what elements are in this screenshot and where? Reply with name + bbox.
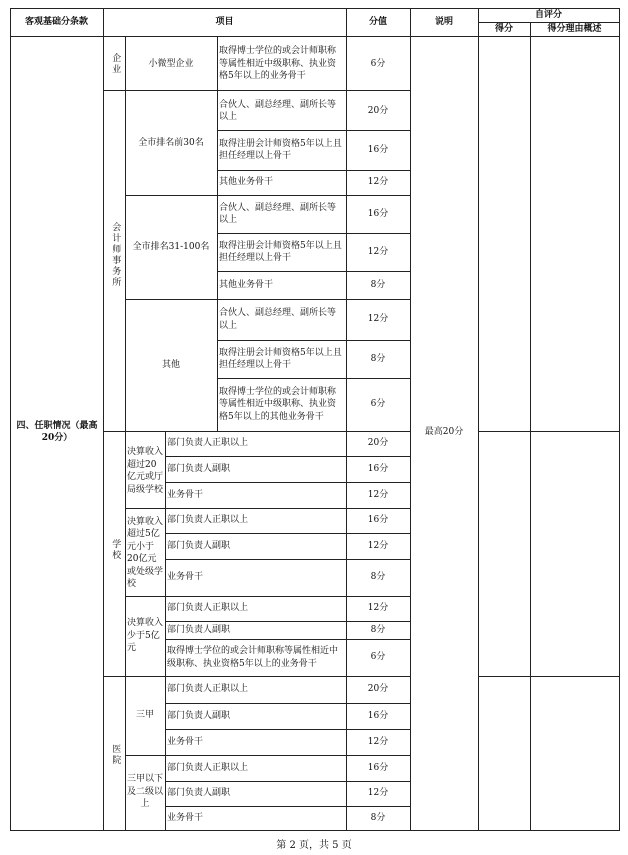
row-item: 部门负责人副职 [167, 710, 231, 721]
row-score: 16分 [367, 515, 389, 526]
row-item: 合伙人、副总经理、副所长等以上 [219, 308, 337, 331]
row-item: 业务骨干 [167, 812, 204, 823]
row-item: 取得博士学位的或会计师职称等属性相近中级职称、执业资格5年以上的业务骨干 [167, 646, 339, 669]
grid-line [165, 482, 410, 483]
row-item: 部门负责人正职以上 [167, 438, 249, 449]
header-score: 分值 [368, 16, 387, 27]
group-enterprise: 企业 [110, 53, 121, 75]
subgroup-top30: 全市排名前30名 [138, 138, 204, 149]
grid-line [478, 22, 619, 23]
header-item: 项目 [215, 16, 234, 27]
header-note: 说明 [434, 16, 453, 27]
row-item: 取得博士学位的或会计师职称等属性相近中级职称、执业资格5年以上的其他业务骨干 [219, 386, 337, 422]
grid-line [125, 596, 165, 597]
grid-line [103, 90, 410, 91]
row-score: 16分 [367, 208, 389, 219]
row-score: 20分 [367, 105, 389, 116]
grid-line [478, 676, 619, 677]
row-item: 部门负责人副职 [167, 788, 231, 799]
grid-line [165, 806, 410, 807]
grid-line [165, 559, 410, 560]
row-item: 部门负责人正职以上 [167, 515, 249, 526]
header-self-reason: 得分理由概述 [547, 23, 602, 34]
grid-line [165, 781, 410, 782]
row-item: 取得博士学位的或会计师职称等属性相近中级职称、执业资格5年以上的业务骨干 [219, 46, 337, 82]
grid-line [165, 533, 410, 534]
row-score: 6分 [370, 652, 386, 663]
subgroup-school-mid: 决算收入超过5亿元小于20亿元或处级学校 [127, 516, 164, 589]
grid-line [125, 299, 217, 300]
row-score: 12分 [367, 489, 389, 500]
row-score: 16分 [367, 144, 389, 155]
group-hospital: 医院 [110, 744, 121, 766]
row-score: 8分 [370, 279, 386, 290]
row-score: 16分 [367, 710, 389, 721]
row-item: 合伙人、副总经理、副所长等以上 [219, 99, 337, 122]
max-note: 最高20分 [424, 426, 464, 437]
group-school: 学校 [110, 539, 121, 561]
grid-line [125, 755, 165, 756]
grid-line [10, 8, 619, 9]
grid-line [125, 508, 165, 509]
grid-line [103, 431, 346, 432]
subgroup-top31-100: 全市排名31-100名 [132, 241, 210, 252]
row-score: 6分 [370, 399, 386, 410]
grid-line [165, 703, 410, 704]
subgroup-school-large: 决算收入超过20亿元或厅局级学校 [127, 447, 164, 495]
row-item: 业务骨干 [167, 736, 204, 747]
row-item: 取得注册会计师资格5年以上且担任经理以上骨干 [219, 138, 342, 161]
header-self-eval: 自评分 [534, 9, 562, 20]
row-item: 部门负责人正职以上 [167, 603, 249, 614]
row-item: 部门负责人正职以上 [167, 762, 249, 773]
grid-line [165, 830, 410, 831]
subgroup-below-sanjia: 三甲以下及二级以上 [126, 774, 163, 810]
row-score: 12分 [367, 540, 389, 551]
row-score: 8分 [370, 624, 386, 635]
subgroup-sanjia: 三甲 [135, 709, 154, 720]
grid-line [217, 378, 410, 379]
row-score: 8分 [370, 353, 386, 364]
row-score: 12分 [367, 246, 389, 257]
row-score: 12分 [367, 177, 389, 188]
grid-line [478, 431, 619, 432]
row-item: 合伙人、副总经理、副所长等以上 [219, 202, 337, 225]
grid-line [217, 195, 410, 196]
row-score: 6分 [370, 58, 386, 69]
row-score: 8分 [370, 812, 386, 823]
page-footer: 第 2 页，共 5 页 [276, 840, 352, 851]
grid-line [217, 271, 410, 272]
subgroup-school-small: 决算收入少于5亿元 [127, 618, 164, 654]
grid-line [103, 676, 410, 677]
grid-line [478, 8, 479, 831]
row-item: 部门负责人正职以上 [167, 684, 249, 695]
row-score: 12分 [367, 603, 389, 614]
row-score: 8分 [370, 572, 386, 583]
row-item: 业务骨干 [167, 572, 204, 583]
grid-line [10, 8, 11, 831]
subgroup-other: 其他 [161, 359, 180, 370]
row-item: 部门负责人副职 [167, 463, 231, 474]
row-item: 业务骨干 [167, 489, 204, 500]
grid-line [165, 431, 166, 831]
grid-line [10, 36, 619, 37]
row-item: 取得注册会计师资格5年以上且担任经理以上骨干 [219, 240, 342, 263]
grid-line [217, 130, 410, 131]
grid-line [125, 195, 217, 196]
row-score: 12分 [367, 736, 389, 747]
grid-line [165, 729, 410, 730]
grid-line [619, 8, 620, 831]
grid-line [165, 508, 410, 509]
grid-line [217, 340, 410, 341]
subgroup-small-enterprise: 小微型企业 [148, 58, 194, 69]
row-item: 部门负责人副职 [167, 540, 231, 551]
grid-line [217, 233, 410, 234]
grid-line [165, 621, 410, 622]
grid-line [346, 8, 347, 831]
section-label: 四、任职情况（最高20分） [16, 420, 98, 443]
grid-line [165, 456, 410, 457]
row-score: 20分 [367, 684, 389, 695]
grid-line [217, 36, 218, 431]
grid-line [165, 596, 410, 597]
header-self-score: 得分 [494, 23, 513, 34]
row-score: 16分 [367, 463, 389, 474]
group-firm: 会计师事务所 [110, 222, 121, 288]
row-score: 12分 [367, 788, 389, 799]
grid-line [410, 8, 411, 831]
grid-line [530, 22, 531, 831]
grid-line [165, 639, 410, 640]
grid-line [165, 755, 410, 756]
row-score: 16分 [367, 762, 389, 773]
grid-line [103, 8, 104, 831]
row-item: 取得注册会计师资格5年以上且担任经理以上骨干 [219, 347, 342, 370]
row-score: 20分 [367, 438, 389, 449]
row-item: 部门负责人副职 [167, 624, 231, 635]
grid-line [217, 299, 410, 300]
row-item: 其他业务骨干 [219, 177, 274, 188]
row-item: 其他业务骨干 [219, 279, 274, 290]
grid-line [217, 170, 410, 171]
row-score: 12分 [367, 314, 389, 325]
grid-line [125, 36, 126, 831]
header-clause: 客观基础分条款 [24, 16, 88, 27]
